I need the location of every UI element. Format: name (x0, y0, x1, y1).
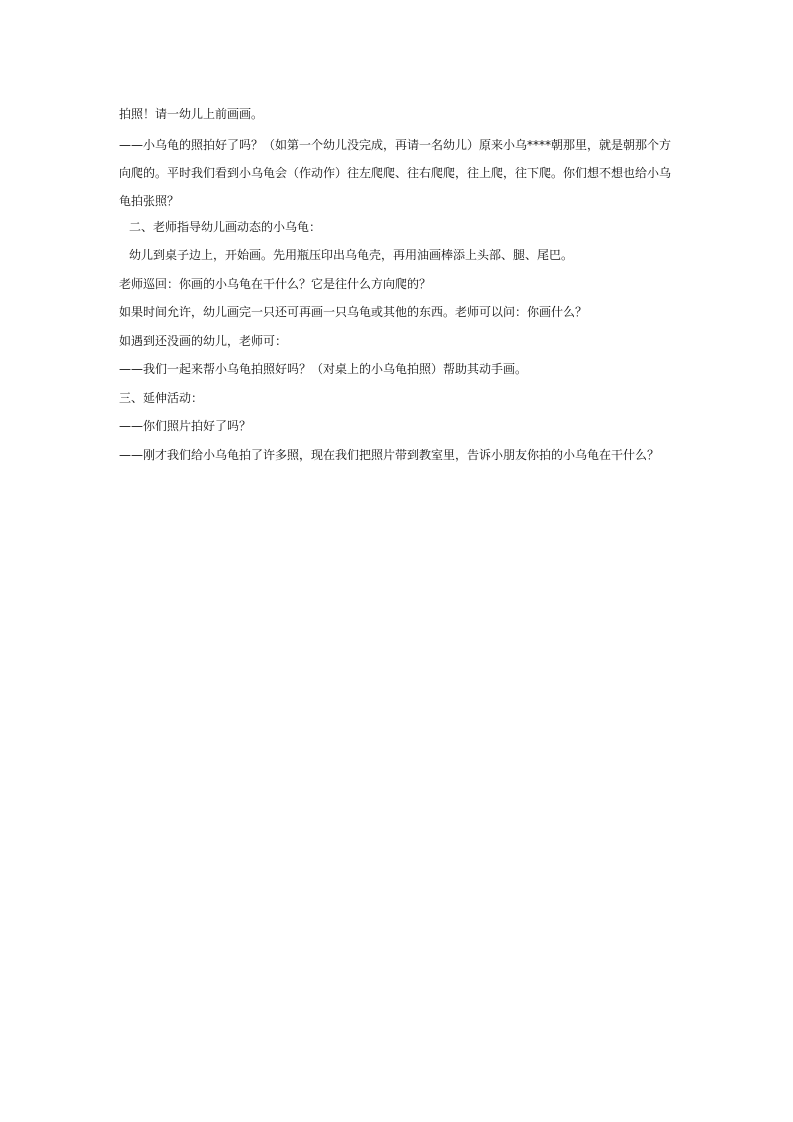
paragraph-1: 拍照！请一幼儿上前画画。 (119, 107, 264, 121)
paragraph-8: ——你们照片拍好了吗？ (119, 419, 252, 433)
section-heading-3: 三、延伸活动： (119, 390, 204, 405)
paragraph-6: 如遇到还没画的幼儿，老师可： (119, 333, 288, 348)
paragraph-7: ——我们一起来帮小乌龟拍照好吗？（对桌上的小乌龟拍照）帮助其动手画。 (119, 362, 528, 376)
paragraph-3: 幼儿到桌子边上，开始画。先用瓶压印出乌龟壳，再用油画棒添上头部、腿、尾巴。 (129, 248, 574, 262)
paragraph-2: ——小乌龟的照拍好了吗？（如第一个幼儿没完成，再请一名幼儿）原来小乌****朝那里，就是朝那个方向爬的。平时我们看到小乌龟会（作动作）往左爬爬、往右爬爬，往上爬，往下爬。你们想不想也给小乌龟拍张照？ (119, 137, 672, 208)
paragraph-5: 如果时间允许，幼儿画完一只还可再画一只乌龟或其他的东西。老师可以问：你画什么？ (119, 305, 588, 319)
document-body (119, 102, 679, 471)
section-heading-2: 二、老师指导幼儿画动态的小乌龟： (129, 219, 322, 234)
paragraph-9: ——刚才我们给小乌龟拍了许多照，现在我们把照片带到教室里，告诉小朋友你拍的小乌龟在干什么？ (119, 447, 660, 462)
paragraph-4: 老师巡回：你画的小乌龟在干什么？它是往什么方向爬的？ (119, 276, 432, 291)
